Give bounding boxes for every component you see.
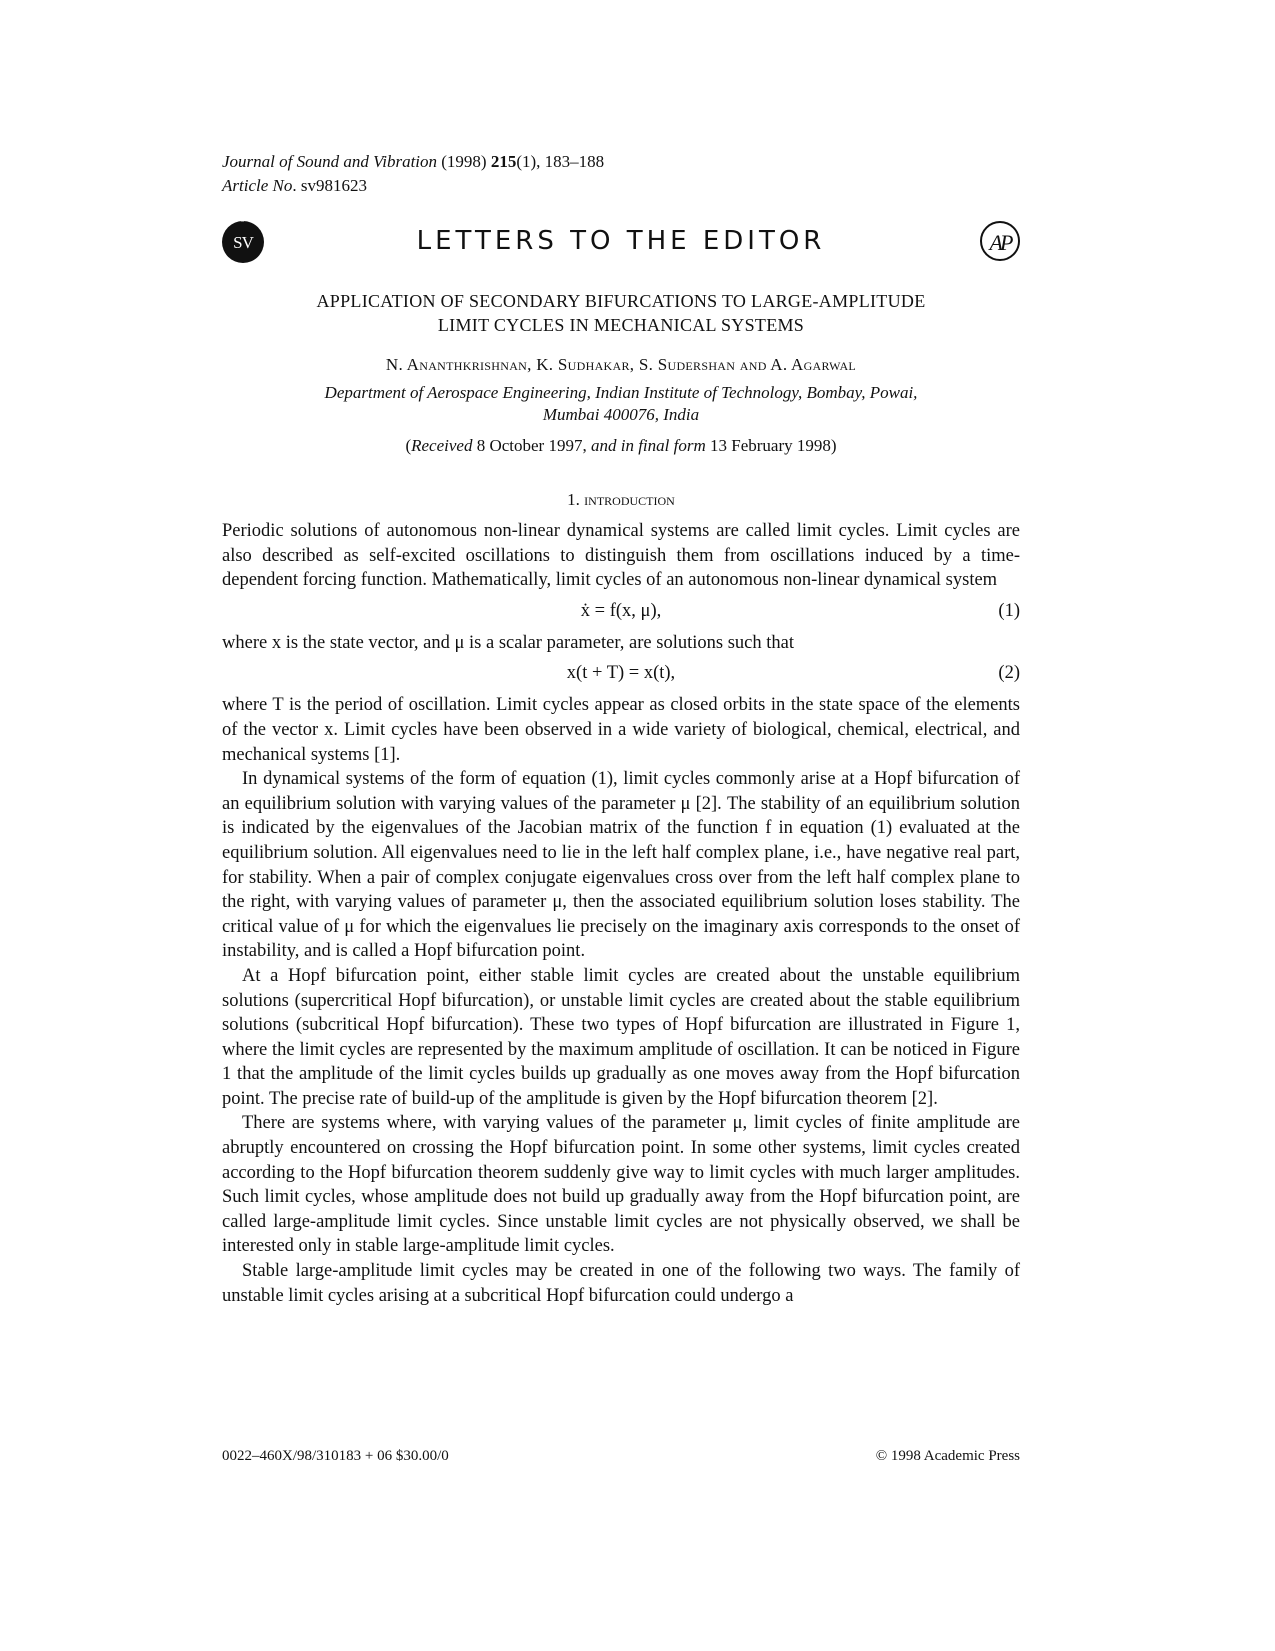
footer-copyright: © 1998 Academic Press: [875, 1448, 1020, 1464]
paper-title: [222, 289, 1020, 337]
journal-header: [222, 150, 1020, 198]
section-heading: [222, 490, 1020, 510]
section-title: introduction: [584, 490, 675, 509]
article-number: [222, 174, 1020, 198]
sv-logo-text: SV: [233, 233, 253, 252]
paragraph-5: At a Hopf bifurcation point, either stable limit cycles are created about the unstable equilibrium solutions (supercritical Hopf bifurcation), or unstable limit cycles are created about the stable equilibrium solutions (subcritical Hopf bifurcation). These two types of Hopf bifurcation are illustrated in Figure 1, where the limit cycles are represented by the maximum amplitude of oscillation. It can be noticed in Figure 1 that the amplitude of the limit cycles builds up gradually as one moves away from the Hopf bifurcation point. The precise rate of build-up of the amplitude is given by the Hopf bifurcation theorem [2].: [222, 965, 1020, 1109]
equation-1-number: (1): [998, 600, 1020, 621]
received-label: Received: [411, 436, 473, 455]
ap-logo-icon: AP: [980, 221, 1020, 261]
journal-year: (1998): [441, 152, 487, 171]
journal-volume: 215: [490, 152, 517, 171]
paragraph-7: Stable large-amplitude limit cycles may be created in one of the following two ways. The family of unstable limit cycles arising at a subcritical Hopf bifurcation could undergo a: [222, 1261, 1020, 1306]
equation-2: [222, 655, 1020, 693]
paragraph-2: where x is the state vector, and μ is a scalar parameter, are solutions such that: [222, 632, 794, 653]
paragraph-1: Periodic solutions of autonomous non-linear dynamical systems are called limit cycles. Limit cycles are also described as self-excited oscillations to distinguish them from oscillations induced by a time-dependent forcing function. Mathematically, limit cycles of an autonomous non-linear dynamical system: [222, 521, 1020, 591]
authors: N. Ananthkrishnan, K. Sudhakar, S. Sudershan and A. Agarwal: [385, 355, 857, 374]
article-no: . sv981623: [292, 176, 367, 195]
title-line-2: LIMIT CYCLES IN MECHANICAL SYSTEMS: [437, 315, 805, 335]
paragraph-4: In dynamical systems of the form of equation (1), limit cycles commonly arise at a Hopf bifurcation of an equilibrium solution with varying values of the parameter μ [2]. The stability of an equilibrium solution is indicated by the eigenvalues of the Jacobian matrix of the function f in equation (1) evaluated at the equilibrium solution. All eigenvalues need to lie in the left half complex plane, i.e., have negative real part, for stability. When a pair of complex conjugate eigenvalues cross over from the left half complex plane to the right, with varying values of parameter μ, then the associated equilibrium solution loses stability. The critical value of μ for which the eigenvalues lie precisely on the imaginary axis corresponds to the onset of instability, and is called a Hopf bifurcation point.: [222, 769, 1020, 962]
sv-logo-top: J: [241, 215, 245, 224]
letters-banner: [222, 215, 1020, 264]
title-line-1: APPLICATION OF SECONDARY BIFURCATIONS TO LARGE-AMPLITUDE: [316, 291, 926, 311]
equation-2-number: (2): [998, 663, 1020, 684]
journal-citation: [222, 150, 1020, 174]
banner-title: LETTERS TO THE EDITOR: [416, 226, 826, 256]
section-number: 1.: [567, 490, 585, 509]
body-text: [222, 519, 1020, 1308]
received-open: (: [405, 436, 412, 455]
received-dates: [222, 436, 1020, 456]
journal-name: Journal of Sound and Vibration: [222, 152, 438, 171]
affiliation-line-2: Mumbai 400076, India: [542, 405, 700, 424]
equation-1-body: ẋ = f(x, μ),: [580, 600, 662, 621]
equation-2-body: x(t + T) = x(t),: [566, 663, 676, 684]
paragraph-3: where T is the period of oscillation. Limit cycles appear as closed orbits in the state space of the elements of the vector x. Limit cycles have been observed in a wide variety of biological, chemical, electrical, and mechanical systems [1].: [222, 695, 1020, 765]
final-date: 13 February 1998): [705, 436, 837, 455]
final-label: and in final form: [590, 436, 706, 455]
footer-code: 0022–460X/98/310183 + 06 $30.00/0: [222, 1448, 449, 1464]
affiliation-line-1: Department of Aerospace Engineering, Indian Institute of Technology, Bombay, Powai,: [324, 383, 918, 402]
paragraph-6: There are systems where, with varying values of the parameter μ, limit cycles of finite amplitude are abruptly encountered on crossing the Hopf bifurcation point. In some other systems, limit cycles created according to the Hopf bifurcation theorem suddenly give way to limit cycles with much larger amplitudes. Such limit cycles, whose amplitude does not build up gradually away from the Hopf bifurcation point, are called large-amplitude limit cycles. Since unstable limit cycles are not physically observed, we shall be interested only in stable large-amplitude limit cycles.: [222, 1113, 1020, 1257]
equation-1: [222, 593, 1020, 631]
article-label: Article No: [222, 176, 293, 195]
affiliation: [222, 382, 1020, 426]
received-date: 8 October 1997,: [472, 436, 591, 455]
journal-issue-pages: (1), 183–188: [516, 152, 605, 171]
